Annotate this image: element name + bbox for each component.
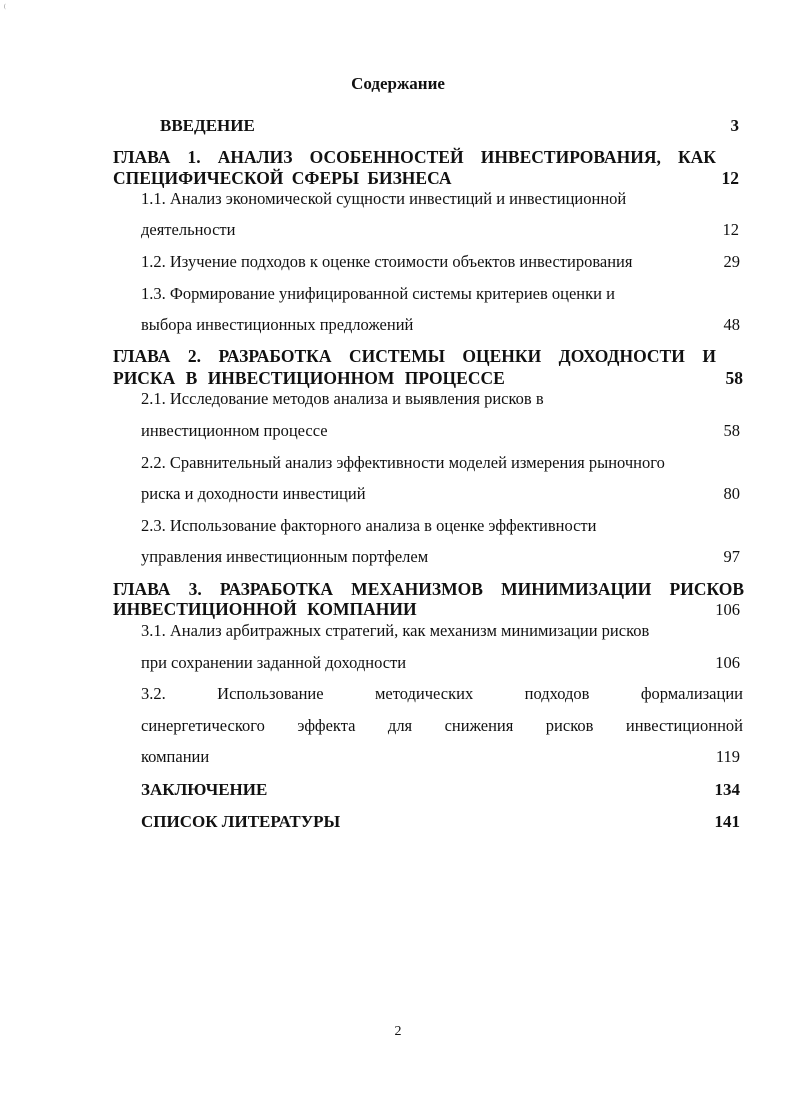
toc-conclusion-label: ЗАКЛЮЧЕНИЕ <box>141 780 268 799</box>
toc-section-3-2-word: эффекта <box>297 716 356 735</box>
toc-conclusion-page: 134 <box>714 780 740 799</box>
toc-section-2-3-line2: управления инвестиционным портфелем <box>141 547 429 566</box>
toc-chapter1-line2: СПЕЦИФИЧЕСКОЙ СФЕРЫ БИЗНЕСА <box>113 168 452 188</box>
toc-section-3-2-word: для <box>387 716 413 735</box>
toc-section-3-2-word: синергетического <box>141 716 265 735</box>
toc-section-2-3-line1: 2.3. Использование факторного анализа в оценке эффективности <box>141 516 597 535</box>
toc-section-3-2-page: 119 <box>715 747 740 766</box>
toc-section-3-2-word: формализации <box>640 684 743 703</box>
toc-chapter3-word: РАЗРАБОТКА <box>219 579 333 599</box>
toc-chapter2-word: ГЛАВА <box>113 346 171 366</box>
toc-section-1-3-line1: 1.3. Формирование унифицированной системы критериев оценки и <box>141 284 615 303</box>
scan-artifact: ( <box>4 4 6 10</box>
toc-section-1-1-line1: 1.1. Анализ экономической сущности инвестиций и инвестиционной <box>141 189 627 208</box>
toc-section-1-1-page: 12 <box>722 220 739 239</box>
toc-chapter1-word: АНАЛИЗ <box>217 147 293 167</box>
toc-section-3-2-word: 3.2. <box>141 684 166 703</box>
toc-section-1-1-line2: деятельности <box>141 220 236 239</box>
toc-chapter1-word: КАК <box>677 147 716 167</box>
toc-section-3-2-line3: компании <box>141 747 210 766</box>
toc-chapter1-line1 <box>113 149 716 167</box>
toc-chapter2-word: РАЗРАБОТКА <box>218 346 332 366</box>
toc-chapter2-line2: РИСКА В ИНВЕСТИЦИОННОМ ПРОЦЕССЕ <box>113 368 505 388</box>
toc-section-3-2-word: рисков <box>545 716 594 735</box>
toc-section-1-3-line2: выбора инвестиционных предложений <box>141 315 414 334</box>
toc-chapter2-word: И <box>702 346 716 366</box>
toc-chapter2-word: ДОХОДНОСТИ <box>558 346 685 366</box>
toc-section-1-2-page: 29 <box>723 252 740 271</box>
toc-section-3-1-line1: 3.1. Анализ арбитражных стратегий, как механизм минимизации рисков <box>141 621 650 640</box>
toc-section-2-2-page: 80 <box>723 484 740 503</box>
toc-references-page: 141 <box>714 812 740 831</box>
toc-chapter3-word: 3. <box>188 579 202 599</box>
toc-chapter2-word: ОЦЕНКИ <box>462 346 542 366</box>
toc-chapter1-word: ОСОБЕННОСТЕЙ <box>309 147 464 167</box>
toc-chapter2-word: 2. <box>187 346 201 366</box>
toc-section-3-2-line2 <box>141 718 743 735</box>
toc-section-2-1-page: 58 <box>723 421 740 440</box>
toc-section-2-3-page: 97 <box>723 547 740 566</box>
toc-chapter2-word: СИСТЕМЫ <box>348 346 445 366</box>
toc-introduction-label: ВВЕДЕНИЕ <box>160 116 255 135</box>
toc-chapter3-word: РИСКОВ <box>669 579 744 599</box>
toc-section-1-3-page: 48 <box>723 315 740 334</box>
page-title: Содержание <box>351 74 445 93</box>
toc-section-3-2-word: Использование <box>217 684 324 703</box>
toc-chapter1-word: ГЛАВА <box>113 147 171 167</box>
toc-section-2-1-line1: 2.1. Исследование методов анализа и выявления рисков в <box>141 389 544 408</box>
toc-chapter3-word: МЕХАНИЗМОВ <box>351 579 483 599</box>
toc-section-3-2-line1 <box>141 686 743 703</box>
toc-chapter2-page: 58 <box>725 368 743 388</box>
toc-section-1-2-line1: 1.2. Изучение подходов к оценке стоимости объектов инвестирования <box>141 252 633 271</box>
toc-chapter1-word: 1. <box>187 147 201 167</box>
toc-chapter1-page: 12 <box>721 168 739 188</box>
toc-section-3-2-word: подходов <box>524 684 590 703</box>
toc-section-3-2-word: инвестиционной <box>625 716 743 735</box>
toc-chapter1-word: ИНВЕСТИРОВАНИЯ, <box>480 147 661 167</box>
toc-section-3-2-word: методических <box>374 684 474 703</box>
toc-chapter3-page: 106 <box>715 600 740 619</box>
toc-chapter3-word: МИНИМИЗАЦИИ <box>501 579 652 599</box>
toc-section-2-1-line2: инвестиционном процессе <box>141 421 328 440</box>
toc-chapter3-line1 <box>113 581 744 599</box>
toc-section-3-1-page: 106 <box>715 653 740 672</box>
toc-section-2-2-line1: 2.2. Сравнительный анализ эффективности моделей измерения рыночного <box>141 453 665 472</box>
page-number: 2 <box>394 1024 402 1039</box>
toc-chapter3-word: ГЛАВА <box>113 579 171 599</box>
toc-section-3-1-line2: при сохранении заданной доходности <box>141 653 407 672</box>
toc-chapter2-line1 <box>113 348 716 366</box>
toc-introduction-page: 3 <box>730 116 739 135</box>
toc-section-3-2-word: снижения <box>444 716 514 735</box>
toc-references-label: СПИСОК ЛИТЕРАТУРЫ <box>141 812 341 831</box>
toc-chapter3-line2: ИНВЕСТИЦИОННОЙ КОМПАНИИ <box>113 599 417 619</box>
toc-section-2-2-line2: риска и доходности инвестиций <box>141 484 366 503</box>
